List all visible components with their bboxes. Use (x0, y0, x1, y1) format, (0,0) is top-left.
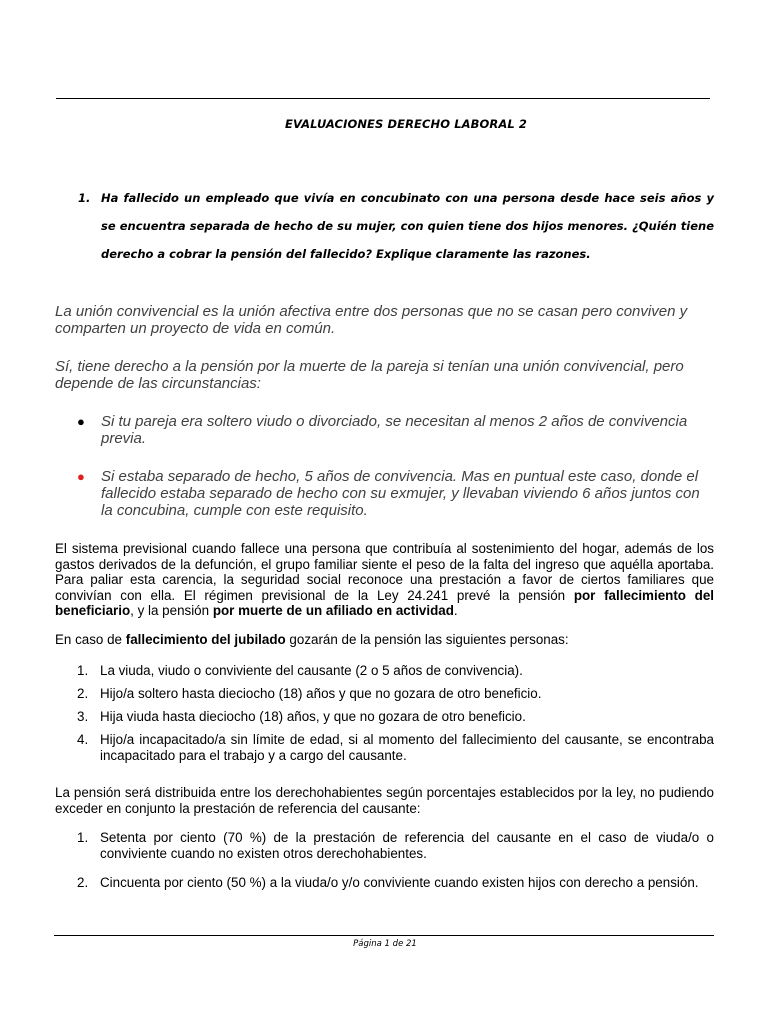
list-number: 3. (77, 709, 89, 724)
bold-run: por fallecimiento del beneficiario (55, 587, 715, 618)
question-number: 1. (78, 191, 91, 205)
body-paragraph-3: La pensión será distribuida entre los derechohabientes según porcentajes establecidos por la ley, no pudiendo exceder en conjunto la prestación de referencia del causante: (55, 785, 714, 816)
answer-paragraph-2: Sí, tiene derecho a la pensión por la muerte de la pareja si tenían una unión convivencial, pero depende de las circunstancias: (55, 358, 684, 392)
text-run: , y la pensión (130, 603, 213, 618)
body-paragraph-1 (55, 541, 714, 619)
question-text: Ha fallecido un empleado que vivía en concubinato con una persona desde hace seis años y se encuentra separada de hecho de su mujer, con quien tiene dos hijos menores. ¿Quién tiene derecho a cobrar la pensión del fallecido? Explique claramente las razones. (101, 191, 714, 261)
footer-rule (54, 935, 714, 936)
list-item (55, 732, 714, 763)
bullet-dot-icon: ● (77, 469, 85, 484)
bullet-item (55, 413, 715, 447)
bullet-dot-icon: ● (77, 414, 85, 429)
list-number: 4. (77, 732, 89, 747)
answer-bullet-list (55, 413, 715, 540)
page-number: Página 1 de 21 (353, 939, 417, 949)
text-run: El sistema previsional cuando fallece una persona que contribuía al sostenimiento del hogar, además de los gastos derivados de la defunción, el grupo familiar siente el peso de la falta del ingreso que aquélla aportaba. Para paliar esta carencia, la seguridad social reconoce una prestación a favor de ciertos familiares que convivían con ella. El régimen previsional de la Ley 24.241 prevé la pensión (55, 541, 714, 603)
question-1 (78, 184, 714, 268)
list-text: Hijo/a incapacitado/a sin límite de edad, si al momento del fallecimiento del causante, se encontraba incapacitado para el trabajo y a cargo del causante. (100, 732, 714, 763)
text-run: gozarán de la pensión las siguientes personas: (285, 632, 569, 647)
list-text: Setenta por ciento (70 %) de la prestación de referencia del causante en el caso de viuda/o o conviviente cuando no existen otros derechohabientes. (100, 830, 714, 861)
bullet-text: Si estaba separado de hecho, 5 años de convivencia. Mas en puntual este caso, donde el fallecido estaba separado de hecho con su exmujer, y llevaban viviendo 6 años juntos con la concubina, cumple con este requisito. (101, 468, 700, 519)
bullet-item (55, 468, 715, 519)
list-number: 2. (77, 686, 89, 701)
list-item (55, 875, 714, 891)
list-text: Hija viuda hasta dieciocho (18) años, y que no gozara de otro beneficio. (100, 709, 526, 724)
list-text: Hijo/a soltero hasta dieciocho (18) años y que no gozara de otro beneficio. (100, 686, 542, 701)
text-run: . (453, 603, 458, 618)
list-item (55, 709, 714, 725)
header-rule (56, 98, 710, 99)
list-text: Cincuenta por ciento (50 %) a la viuda/o y/o conviviente cuando existen hijos con derecho a pensión. (100, 875, 699, 890)
answer-paragraph-1: La unión convivencial es la unión afectiva entre dos personas que no se casan pero conviven y comparten un proyecto de vida en común. (55, 303, 688, 337)
list-item (55, 686, 714, 702)
document-title: EVALUACIONES DERECHO LABORAL 2 (284, 117, 528, 131)
list-number: 1. (77, 830, 89, 845)
text-run: En caso de (55, 632, 126, 647)
bold-run: por muerte de un afiliado en actividad (212, 603, 454, 618)
percentages-list (55, 830, 714, 905)
list-item (55, 830, 714, 861)
list-number: 2. (77, 875, 89, 890)
bold-run: fallecimiento del jubilado (125, 632, 286, 647)
bullet-text: Si tu pareja era soltero viudo o divorciado, se necesitan al menos 2 años de convivencia previa. (101, 413, 688, 447)
list-item (55, 663, 714, 679)
list-number: 1. (77, 663, 89, 678)
beneficiaries-list (55, 663, 714, 771)
body-paragraph-2 (55, 632, 714, 648)
list-text: La viuda, viudo o conviviente del causante (2 o 5 años de convivencia). (100, 663, 523, 678)
